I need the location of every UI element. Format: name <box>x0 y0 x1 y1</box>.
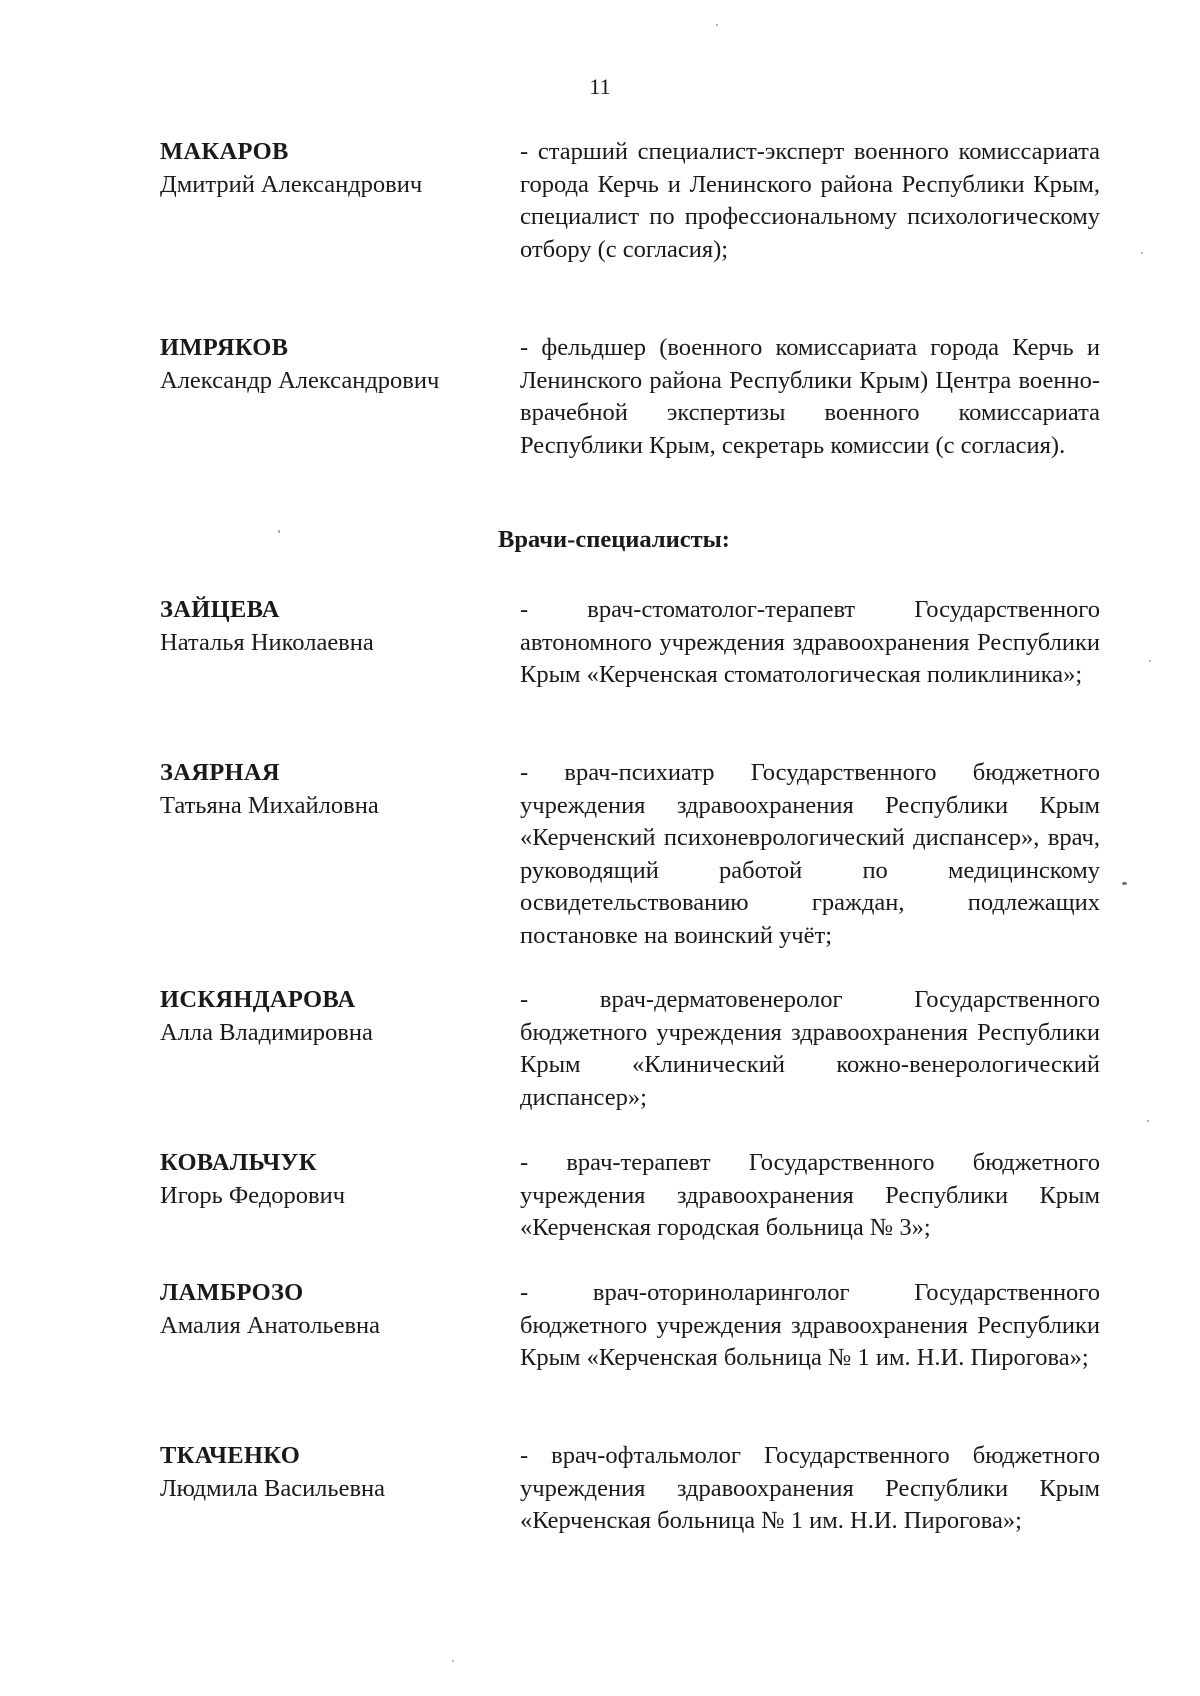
scan-speck <box>1149 660 1151 662</box>
specialist-role: - врач-терапевт Государственного бюджетного учреждения здравоохранения Республики Крым «Керченская городская больница № 3»; <box>520 1149 1100 1241</box>
specialist-person <box>160 1440 500 1505</box>
specialist-surname: КОВАЛЬЧУК <box>160 1149 317 1176</box>
specialist-role: - врач-дерматовенеролог Государственного бюджетного учреждения здравоохранения Республики Крым «Клинический кожно-венерологический диспансер»; <box>520 986 1100 1111</box>
scan-speck <box>1122 882 1127 885</box>
specialist-given-names: Наталья Николаевна <box>160 628 374 656</box>
member-given-names: Александр Александрович <box>160 366 440 394</box>
scan-speck <box>452 1660 454 1662</box>
specialist-role: - врач-психиатр Государственного бюджетного учреждения здравоохранения Республики Крым «Керченский психоневрологический диспансер», врач, руководящий работой по медицинскому освидетельствованию граждан, подлежащих постановке на воинский учёт; <box>520 759 1100 949</box>
specialist-person <box>160 1277 500 1342</box>
page-number: 11 <box>589 74 611 99</box>
specialist-given-names: Игорь Федорович <box>160 1181 346 1209</box>
specialist-given-names: Людмила Васильевна <box>160 1474 386 1502</box>
member-given-names: Дмитрий Александрович <box>160 170 423 198</box>
specialist-given-names: Татьяна Михайловна <box>160 791 379 819</box>
specialist-person <box>160 594 500 659</box>
member-role: - фельдшер (военного комиссариата города Керчь и Ленинского района Республики Крым) Центра военно-врачебной экспертизы военного комиссариата Республики Крым, секретарь комиссии (с согласия). <box>520 334 1100 459</box>
scan-speck <box>716 24 718 26</box>
specialist-role: - врач-стоматолог-терапевт Государственного автономного учреждения здравоохранения Республики Крым «Керченская стоматологическая поликлиника»; <box>520 596 1100 688</box>
specialist-role: - врач-оториноларинголог Государственного бюджетного учреждения здравоохранения Республики Крым «Керченская больница № 1 им. Н.И. Пирогова»; <box>520 1279 1100 1371</box>
specialist-person <box>160 984 500 1049</box>
member-role: - старший специалист-эксперт военного комиссариата города Керчь и Ленинского района Республики Крым, специалист по профессиональному психологическому отбору (с согласия); <box>520 138 1100 263</box>
member-person <box>160 332 500 397</box>
member-surname: МАКАРОВ <box>160 138 289 165</box>
member-person <box>160 136 500 201</box>
specialist-surname: ИСКЯНДАРОВА <box>160 986 356 1013</box>
scan-speck <box>278 530 280 533</box>
specialist-surname: ТКАЧЕНКО <box>160 1442 301 1469</box>
specialist-person <box>160 757 500 822</box>
specialist-person <box>160 1147 500 1212</box>
scan-speck <box>1147 1120 1149 1122</box>
specialist-role: - врач-офтальмолог Государственного бюджетного учреждения здравоохранения Республики Крым «Керченская больница № 1 им. Н.И. Пирогова»; <box>520 1442 1100 1534</box>
specialist-given-names: Алла Владимировна <box>160 1018 373 1046</box>
scan-speck <box>1141 252 1143 254</box>
specialist-given-names: Амалия Анатольевна <box>160 1311 381 1339</box>
specialist-surname: ЛАМБРОЗО <box>160 1279 304 1306</box>
member-surname: ИМРЯКОВ <box>160 334 289 361</box>
specialists-heading: Врачи-специалисты: <box>498 526 730 553</box>
specialist-surname: ЗАЙЦЕВА <box>160 596 280 623</box>
specialist-surname: ЗАЯРНАЯ <box>160 759 280 786</box>
